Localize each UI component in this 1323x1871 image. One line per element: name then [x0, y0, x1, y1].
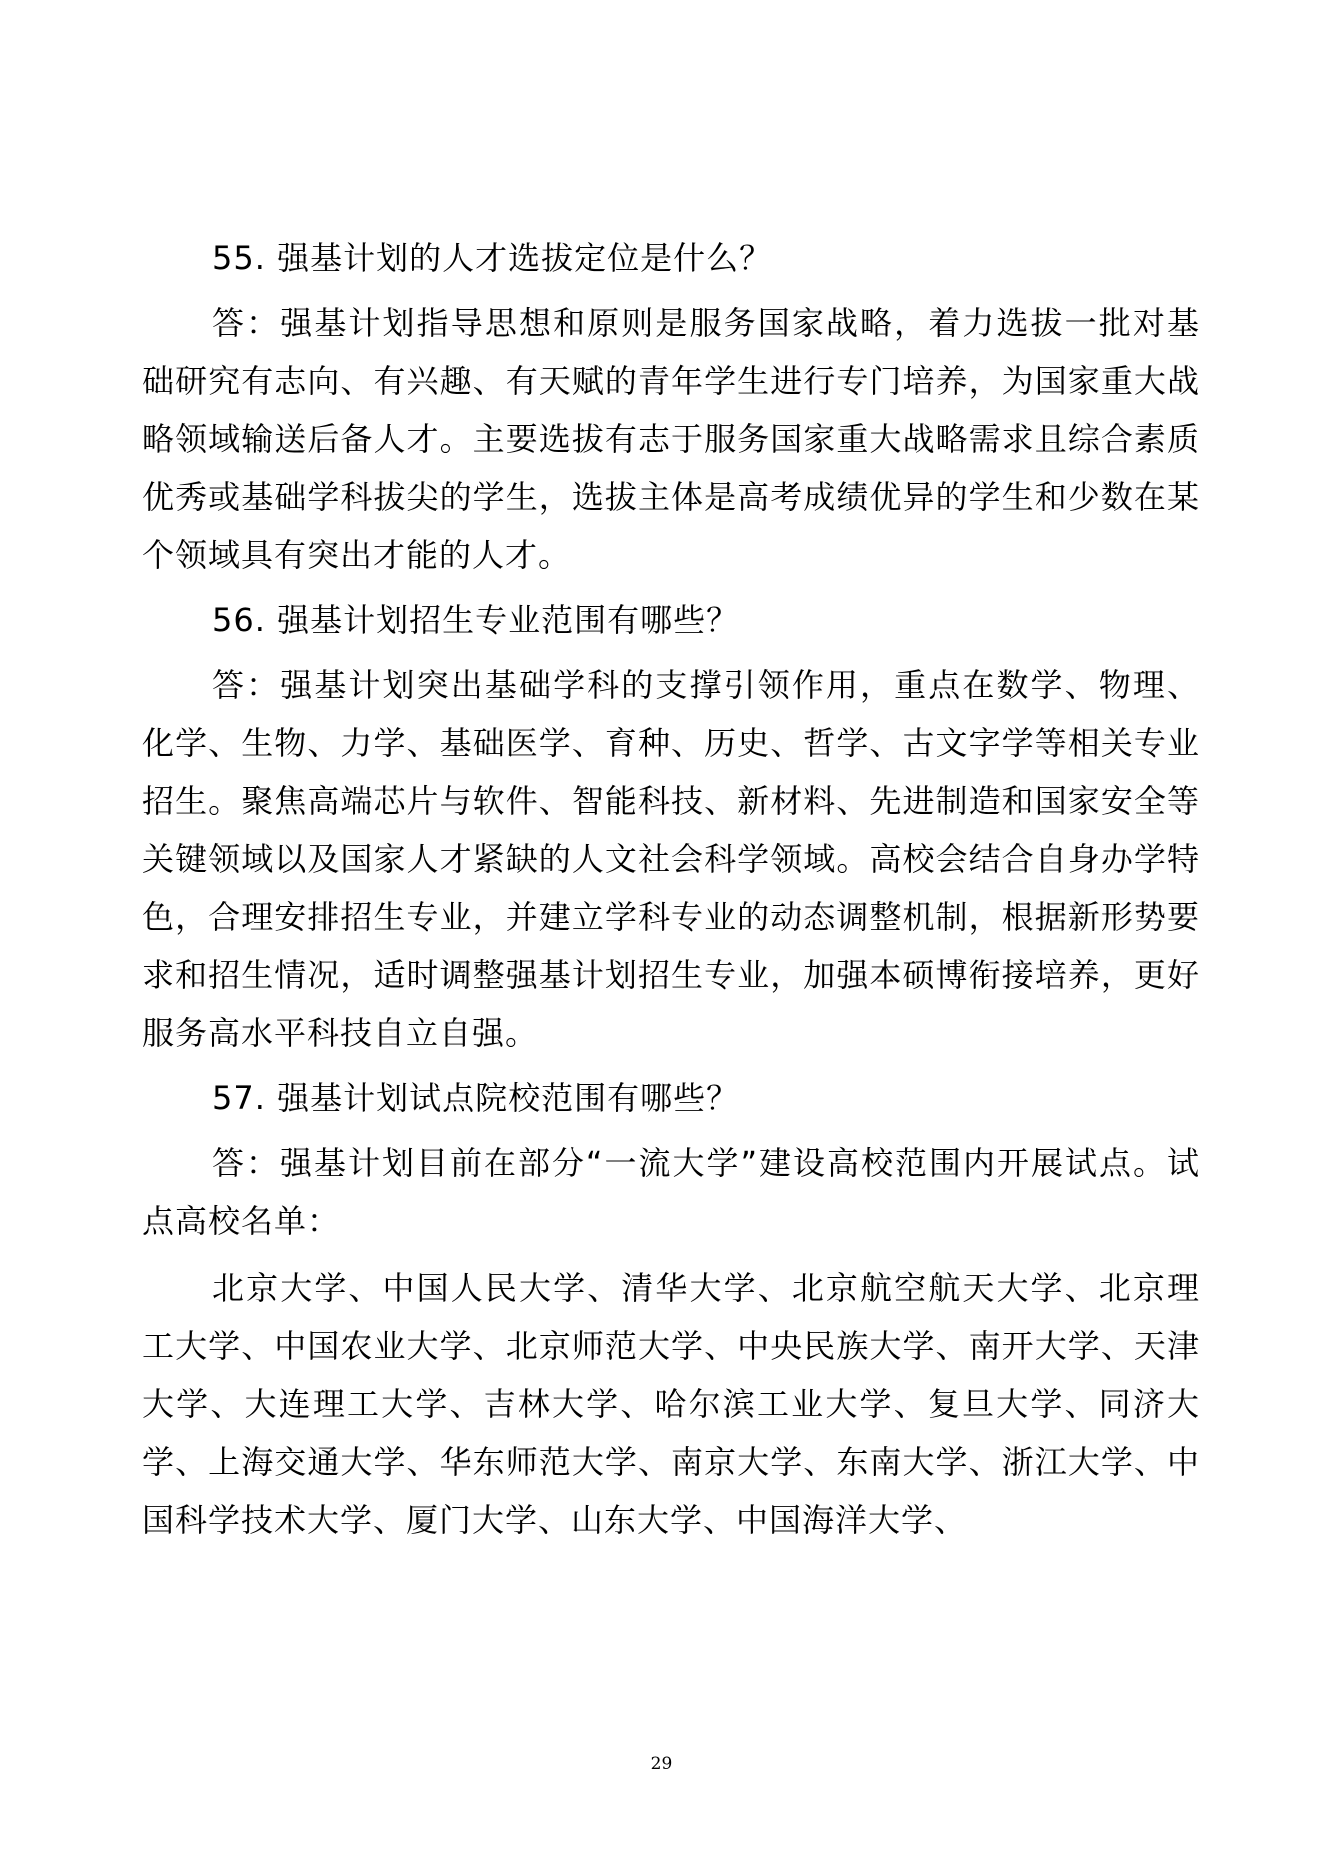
question-55: 55. 强基计划的人才选拔定位是什么？: [212, 239, 773, 277]
answer-57: 答：强基计划目前在部分“一流大学”建设高校范围内开展试点。试点高校名单：: [142, 1144, 1200, 1240]
question-57: 57. 强基计划试点院校范围有哪些？: [212, 1079, 740, 1117]
answer-56: 答：强基计划突出基础学科的支撑引领作用，重点在数学、物理、化学、生物、力学、基础医学、育种、历史、哲学、古文字学等相关专业招生。聚焦高端芯片与软件、智能科技、新材料、先进制造和国家安全等关键领域以及国家人才紧缺的人文社会科学领域。高校会结合自身办学特色，合理安排招生专业，并建立学科专业的动态调整机制，根据新形势要求和招生情况，适时调整强基计划招生专业，加强本硕博衔接培养，更好服务高水平科技自立自强。: [142, 666, 1200, 1052]
page-number: 29: [650, 1754, 673, 1774]
pilot-university-list: 北京大学、中国人民大学、清华大学、北京航空航天大学、北京理工大学、中国农业大学、北京师范大学、中央民族大学、南开大学、天津大学、大连理工大学、吉林大学、哈尔滨工业大学、复旦大学、同济大学、上海交通大学、华东师范大学、南京大学、东南大学、浙江大学、中国科学技术大学、厦门大学、山东大学、中国海洋大学、: [142, 1269, 1200, 1539]
document-body: [142, 229, 1200, 1556]
question-56: 56. 强基计划招生专业范围有哪些？: [212, 601, 740, 639]
answer-55: 答：强基计划指导思想和原则是服务国家战略，着力选拔一批对基础研究有志向、有兴趣、有天赋的青年学生进行专门培养，为国家重大战略领域输送后备人才。主要选拔有志于服务国家重大战略需求且综合素质优秀或基础学科拔尖的学生，选拔主体是高考成绩优异的学生和少数在某个领域具有突出才能的人才。: [142, 304, 1200, 574]
